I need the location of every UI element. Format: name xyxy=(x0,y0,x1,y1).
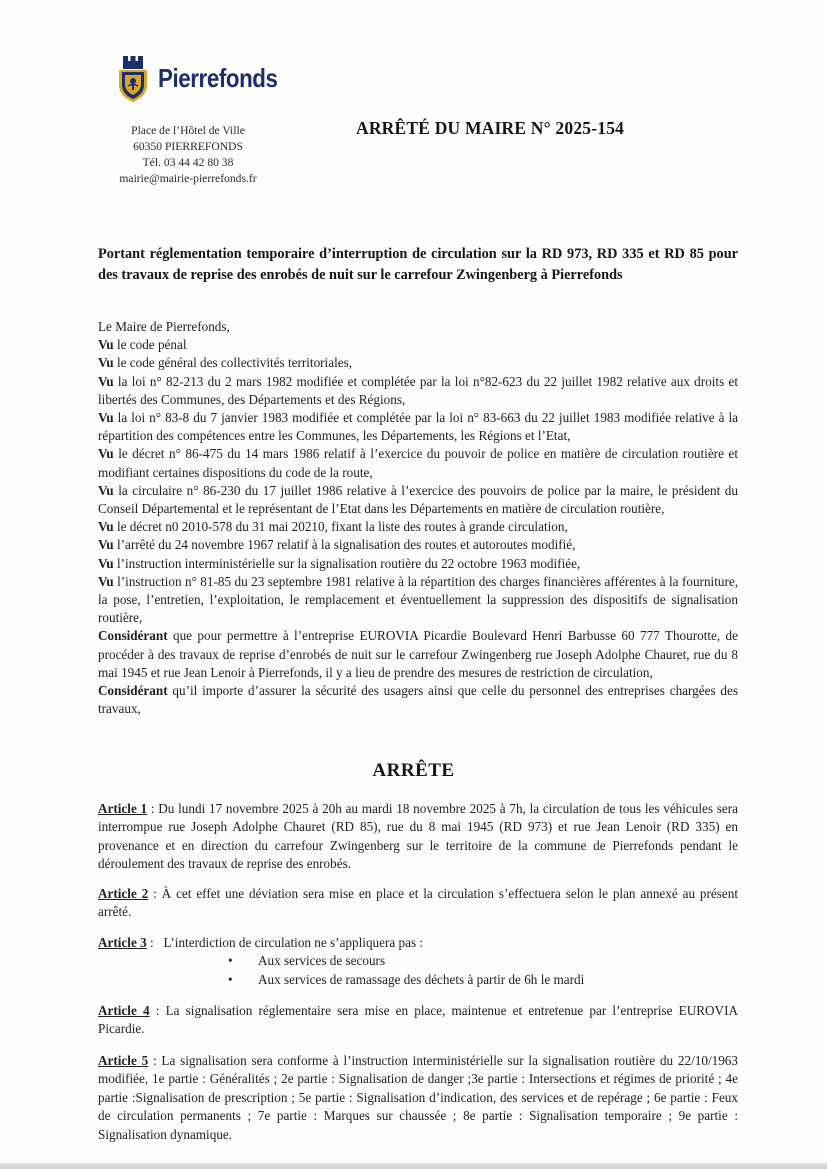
preamble-keyword: Vu xyxy=(98,519,114,535)
preamble-paragraph xyxy=(98,682,738,718)
document-title: ARRÊTÉ DU MAIRE N° 2025-154 xyxy=(356,118,625,138)
preamble-text: que pour permettre à l’entreprise EUROVIA Picardie Boulevard Henri Barbusse 60 777 Thourotte, de procéder à des travaux de reprise d’enrobés de nuit sur le carrefour Zwingenberg rue Joseph Adolphe Chauret, rue du 8 mai 1945 et rue Jean Lenoir à Pierrefonds, il y a lieu de prendre des mesures de restriction de circulation, xyxy=(98,628,738,680)
preamble-keyword: Vu xyxy=(98,446,114,462)
preamble-keyword: Vu xyxy=(98,410,114,426)
preamble-text: la loi n° 83-8 du 7 janvier 1983 modifiée et complétée par la loi n° 83-663 du 22 juillet 1983 modifiée relative à la répartition des compétences entre les Communes, les Départements, les Régions et l’Etat, xyxy=(98,410,738,444)
preamble-paragraph xyxy=(98,482,738,518)
article-label: Article 2 xyxy=(98,886,149,901)
preamble-text: la circulaire n° 86-230 du 17 juillet 1986 relative à l’exercice des pouvoirs de police par la maire, le président du Conseil Départemental et le représentant de l’Etat dans les Départements en matière de circulation routière, xyxy=(98,482,738,517)
preamble-keyword: Vu xyxy=(98,537,114,553)
address-phone: Tél. 03 44 42 80 38 xyxy=(142,156,234,169)
preamble xyxy=(98,318,738,718)
preamble-text: l’instruction n° 81-85 du 23 septembre 1981 relative à la répartition des charges financières afférentes à la fourniture, la pose, l’entretien, l’exploitation, le remplacement et éventuellement la suppression des dispositifs de signalisation routière, xyxy=(98,573,738,626)
preamble-text: Le Maire de Pierrefonds, xyxy=(98,319,230,334)
preamble-text: le code pénal xyxy=(113,337,187,353)
preamble-keyword: Vu xyxy=(98,337,114,353)
preamble-keyword: Vu xyxy=(98,373,114,389)
preamble-paragraph xyxy=(98,318,738,336)
preamble-text: le code général des collectivités territoriales, xyxy=(113,355,353,371)
preamble-keyword: Vu xyxy=(98,355,114,371)
castle-crest-icon xyxy=(112,52,154,104)
preamble-text: la loi n° 82-213 du 2 mars 1982 modifiée et complétée par la loi n°82-623 du 22 juillet 1982 relative aux droits et libertés des Communes, des Départements et des Régions, xyxy=(98,373,738,407)
article-1 xyxy=(98,800,738,874)
preamble-text: le décret n0 2010-578 du 31 mai 20210, fixant la liste des routes à grande circulation, xyxy=(113,519,568,535)
preamble-paragraph xyxy=(98,536,738,554)
article-5 xyxy=(98,1052,738,1144)
article-text: : À cet effet une déviation sera mise en place et la circulation s’effectuera selon le plan annexé au présent arrêté. xyxy=(98,886,738,920)
scan-edge xyxy=(0,1163,827,1169)
article-2 xyxy=(98,885,738,922)
article-label: Article 3 xyxy=(98,935,147,950)
article-text: : La signalisation sera conforme à l’instruction interministérielle sur la signalisation routière du 22/10/1963 modifiée, 1e partie : Généralités ; 2e partie : Signalisation de danger ;3e partie : Intersections et régimes de priorité ; 4e partie :Signalisation de prescription ; 5e partie : Signalisation d’indication, des services et de repérage ; 6e partie : Feux de circulation permanents ; 7e partie : Marques sur chaussée ; 8e partie : Signalisation temporaire ; 9e partie : Signalisation dynamique. xyxy=(98,1053,738,1142)
pierrefonds-logo xyxy=(112,52,297,104)
article-text: : La signalisation réglementaire sera mise en place, maintenue et entretenue par l’entreprise EUROVIA Picardie. xyxy=(98,1003,738,1037)
preamble-paragraph xyxy=(98,627,738,682)
preamble-keyword: Considérant xyxy=(98,628,168,644)
preamble-paragraph xyxy=(98,573,738,628)
article-label: Article 4 xyxy=(98,1003,150,1018)
preamble-keyword: Vu xyxy=(98,555,114,571)
preamble-paragraph xyxy=(98,354,738,372)
preamble-keyword: Vu xyxy=(98,573,114,589)
article-4 xyxy=(98,1002,738,1039)
article-label: Article 5 xyxy=(98,1053,149,1068)
address-line: Place de l’Hôtel de Ville xyxy=(131,124,245,137)
preamble-text: qu’il importe d’assurer la sécurité des usagers ainsi que celle du personnel des entreprises chargées des travaux, xyxy=(98,683,738,717)
preamble-paragraph xyxy=(98,373,738,409)
preamble-paragraph xyxy=(98,336,738,354)
article-text: : Du lundi 17 novembre 2025 à 20h au mardi 18 novembre 2025 à 7h, la circulation de tous les véhicules sera interrompue rue Joseph Adolphe Chauret (RD 85), rue du 8 mai 1945 (RD 973) et rue Jean Lenoir (RD 335) en provenance et en direction du carrefour Zwingenberg sur le territoire de la commune de Pierrefonds pendant le déroulement des travaux de reprise des enrobés. xyxy=(98,801,738,872)
article-text: : L’interdiction de circulation ne s’appliquera pas : xyxy=(146,935,424,950)
document-subject: Portant réglementation temporaire d’interruption de circulation sur la RD 973, RD 335 et RD 85 pour des travaux de reprise des enrobés de nuit sur le carrefour Zwingenberg à Pierrefonds xyxy=(98,246,738,283)
preamble-keyword: Considérant xyxy=(98,683,168,699)
address-email: mairie@mairie-pierrefonds.fr xyxy=(119,172,257,185)
list-item: • Aux services de ramassage des déchets à partir de 6h le mardi xyxy=(228,971,738,989)
exemption-list xyxy=(228,952,738,989)
preamble-keyword: Vu xyxy=(98,482,114,498)
preamble-paragraph xyxy=(98,445,738,481)
preamble-text: l’instruction interministérielle sur la signalisation routière du 22 octobre 1963 modifiée, xyxy=(113,555,581,571)
list-item: • Aux services de secours xyxy=(228,952,738,970)
preamble-paragraph xyxy=(98,409,738,445)
logo-wordmark: Pierrefonds xyxy=(158,62,278,93)
arrete-heading: ARRÊTE xyxy=(372,760,455,781)
town-hall-address xyxy=(100,123,276,187)
preamble-text: le décret n° 86-475 du 14 mars 1986 relatif à l’exercice du pouvoir de police en matière de circulation routière et modifiant certaines dispositions du code de la route, xyxy=(98,446,738,480)
address-line: 60350 PIERREFONDS xyxy=(133,140,243,153)
preamble-paragraph xyxy=(98,555,738,573)
preamble-paragraph xyxy=(98,518,738,536)
article-3 xyxy=(98,934,738,989)
article-label: Article 1 xyxy=(98,801,148,816)
preamble-text: l’arrêté du 24 novembre 1967 relatif à la signalisation des routes et autoroutes modifié, xyxy=(113,537,576,553)
